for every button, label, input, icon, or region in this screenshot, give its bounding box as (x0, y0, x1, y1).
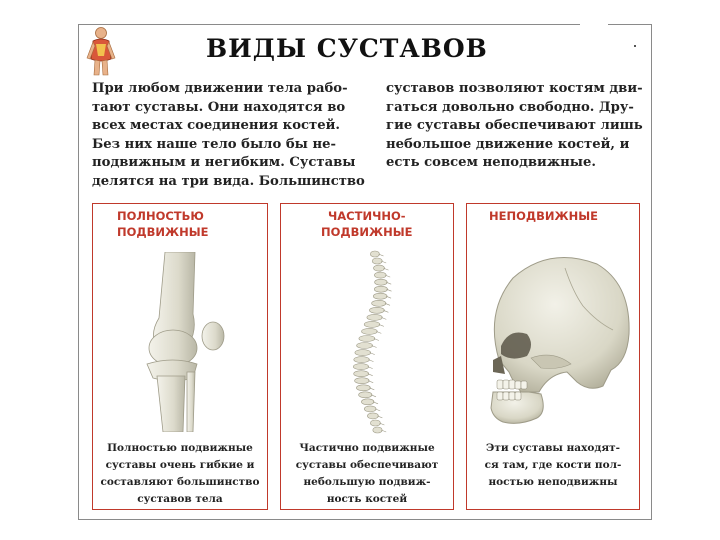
vertebra (367, 413, 378, 419)
vertebra (355, 378, 370, 384)
intro-line: есть совсем неподвижные. (386, 155, 596, 171)
panel-immovable (466, 203, 640, 510)
vertebra (372, 258, 382, 264)
anatomy-figure-icon (84, 26, 118, 76)
panel-heading: НЕПОДВИЖНЫЕ (489, 209, 598, 223)
vertebra (373, 293, 387, 299)
frame-notch (580, 18, 608, 32)
vertebra (353, 364, 368, 370)
vertebra (354, 371, 369, 377)
vertebra (375, 279, 388, 285)
intro-column-left (92, 80, 365, 192)
spine-image (331, 250, 411, 436)
vertebra (374, 272, 386, 278)
panel-caption: Частично подвижные суставы обеспечивают небольшую подвиж- ность костей (295, 442, 439, 505)
vertebra (361, 399, 374, 405)
panel-fully-movable (92, 203, 268, 510)
intro-line: подвижным и негибким. Суставы (92, 155, 356, 171)
vertebra (355, 350, 371, 356)
vertebra (354, 357, 370, 363)
intro-line: гаться довольно свободно. Дру- (386, 99, 634, 115)
intro-line: гие суставы обеспечивают лишь (386, 118, 643, 134)
corner-dot (634, 45, 636, 47)
vertebra (369, 307, 384, 313)
intro-column-right (386, 80, 643, 173)
panel-caption: Полностью подвижные суставы очень гибкие и составляют большинство суставов тела (100, 442, 260, 505)
intro-line: небольшое движение костей, и (386, 136, 630, 152)
vertebra (374, 265, 385, 271)
intro-line: всех местах соединения костей. (92, 118, 340, 134)
vertebra (373, 427, 382, 433)
intro-line: тают суставы. Они находятся во (92, 99, 346, 115)
vertebra (364, 321, 380, 327)
vertebra (367, 314, 382, 320)
vertebra (357, 343, 373, 349)
vertebra (359, 392, 372, 398)
skull-image (479, 242, 635, 430)
vertebra (362, 328, 378, 334)
vertebra (359, 336, 375, 342)
intro-line: При любом движении тела рабо- (92, 81, 348, 96)
panel-heading: ПОЛНОСТЬЮ ПОДВИЖНЫЕ (117, 209, 209, 239)
intro-line: суставов позволяют костям дви- (386, 81, 643, 96)
vertebra (372, 300, 386, 306)
vertebra (370, 420, 380, 426)
intro-line: Без них наше тело было бы не- (92, 136, 336, 152)
vertebra (364, 406, 376, 412)
panel-caption: Эти суставы находят- ся там, где кости пол- ностью неподвижны (484, 442, 622, 488)
vertebra (374, 286, 387, 292)
panel-partially-movable (280, 203, 454, 510)
vertebra (370, 251, 379, 257)
page-title: ВИДЫ СУСТАВОВ (206, 34, 488, 63)
intro-line: делятся на три вида. Большинство (92, 173, 365, 189)
vertebra (356, 385, 370, 391)
panel-heading: ЧАСТИЧНО- ПОДВИЖНЫЕ (321, 209, 413, 239)
knee-joint-image (133, 252, 233, 432)
